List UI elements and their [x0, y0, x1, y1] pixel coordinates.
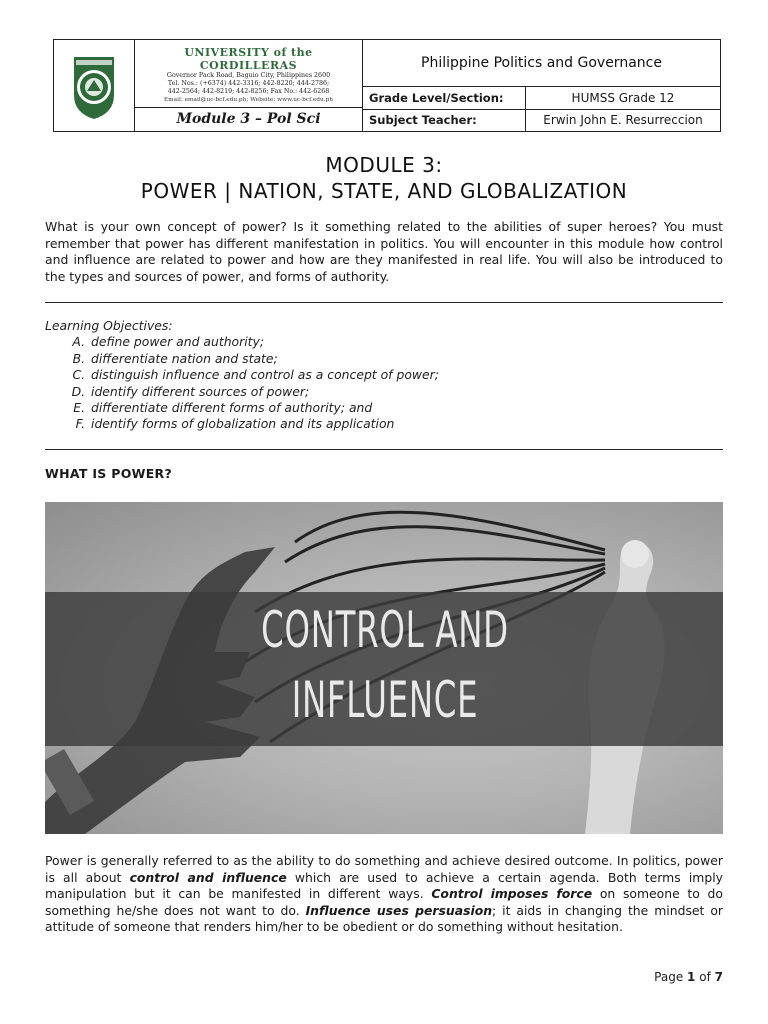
university-tel-2: 442-2564; 442-8219; 442-8256; Fax No.: 442-6268	[167, 88, 330, 95]
header-table	[53, 39, 721, 132]
teacher-value: Erwin John E. Resurreccion	[543, 113, 703, 127]
body-text: Power is generally referred to as the ability to do something and achieve desired outcome. In politics, power is all about	[45, 853, 723, 885]
body-paragraph	[45, 853, 723, 936]
body-text: which are used to achieve a certain agenda. Both terms imply manipulation but it can be manifested in different ways.	[45, 869, 723, 901]
page-current: 1	[687, 970, 696, 984]
objective-item: A. define power and authority;	[89, 334, 723, 350]
university-email: Email: email@uc-bcf.edu.ph; Website: www.uc-bcf.edu.ph	[163, 97, 334, 103]
banner-line-2: INFLUENCE	[291, 671, 479, 729]
objectives-heading: Learning Objectives:	[45, 318, 173, 333]
university-name: UNIVERSITY of the CORDILLERAS	[184, 46, 313, 72]
teacher-row	[363, 109, 720, 131]
objectives-list	[45, 334, 723, 432]
university-info-cell	[135, 40, 363, 108]
page-total: 7	[714, 970, 723, 984]
body-text: ; it aids in changing the mindset or attitude of someone that renders him/her to be obedient or do something without hesitation.	[45, 902, 723, 934]
of-word: of	[699, 970, 711, 984]
objective-item: E. differentiate different forms of authority; and	[89, 400, 723, 416]
page-word: Page	[654, 970, 684, 984]
divider	[45, 302, 723, 303]
module-label: Module 3 – Pol Sci	[135, 108, 363, 131]
teacher-label: Subject Teacher:	[363, 109, 526, 131]
grade-row	[363, 87, 720, 110]
learning-objectives	[45, 318, 723, 433]
module-subtitle: POWER | NATION, STATE, AND GLOBALIZATION	[140, 179, 628, 203]
emphasis-text: Influence uses persuasion	[305, 902, 493, 918]
logo-cell	[54, 40, 135, 131]
objective-item: D. identify different sources of power;	[89, 384, 723, 400]
section-heading: WHAT IS POWER?	[45, 466, 173, 481]
university-tel-1: Tel. Nos.: (+6374) 442-3316; 442-8220; 444-2786;	[167, 80, 330, 87]
grade-label: Grade Level/Section:	[363, 87, 526, 109]
university-seal-icon	[68, 51, 120, 121]
objective-item: C. distinguish influence and control as a concept of power;	[89, 367, 723, 383]
intro-paragraph: What is your own concept of power? Is it something related to the abilities of super heroes? You must remember that power has different manifestation in politics. You will encounter in this module how control and influence are related to power and how are they manifested in real life. You will also be introduced to the types and sources of power, and forms of authority.	[45, 219, 723, 284]
objective-item: F. identify forms of globalization and its application	[89, 416, 723, 432]
divider	[45, 449, 723, 450]
module-title: MODULE 3:	[325, 153, 443, 177]
subject-title: Philippine Politics and Governance	[363, 40, 720, 87]
page-number	[654, 970, 723, 984]
body-text: on someone to do something he/she does not want to do.	[45, 886, 723, 918]
objective-item: B. differentiate nation and state;	[89, 351, 723, 367]
university-address: Governor Pack Road, Baguio City, Philippines 2600	[166, 72, 331, 79]
banner-line-1: CONTROL AND	[261, 601, 509, 659]
emphasis-text: Control imposes force	[431, 886, 593, 901]
control-influence-illustration	[45, 502, 723, 834]
grade-value: HUMSS Grade 12	[571, 91, 675, 105]
emphasis-text: control and influence	[129, 869, 287, 885]
